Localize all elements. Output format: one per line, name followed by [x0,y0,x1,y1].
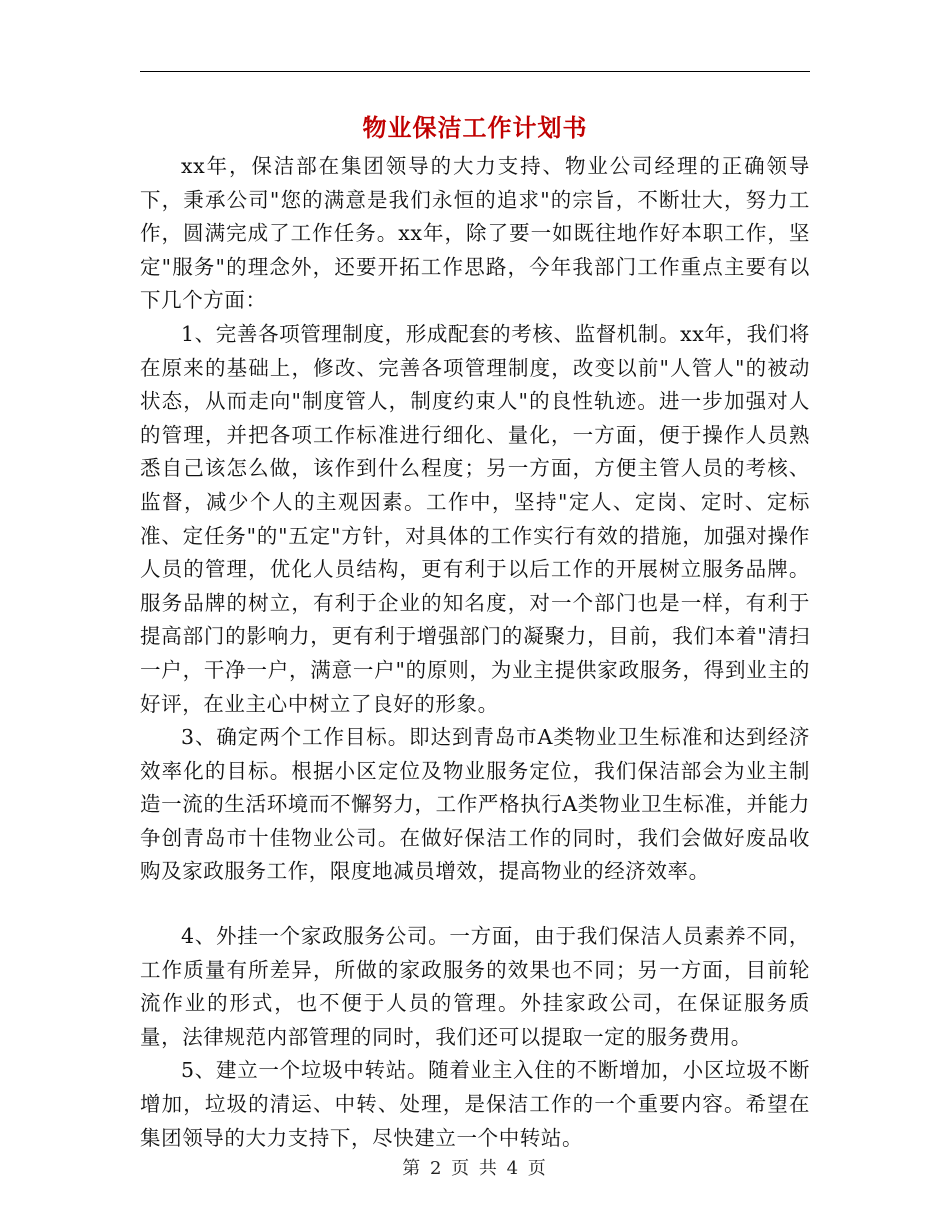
document-title: 物业保洁工作计划书 [362,113,588,142]
paragraph-item-5: 5、建立一个垃圾中转站。随着业主入住的不断增加，小区垃圾不断增加，垃圾的清运、中转、处理，是保洁工作的一个重要内容。希望在集团领导的大力支持下，尽快建立一个中转站。 [140,1058,810,1150]
header-rule [140,71,810,72]
page-number-footer: 第 2 页 共 4 页 [402,1158,548,1179]
paragraph-item-3: 3、确定两个工作目标。即达到青岛市A类物业卫生标准和达到经济效率化的目标。根据小区定位及物业服务定位，我们保洁部会为业主制造一流的生活环境而不懈努力，工作严格执行A类物业卫生标准，并能力争创青岛市十佳物业公司。在做好保洁工作的同时，我们会做好废品收购及家政服务工作，限度地减员增效，提高物业的经济效率。 [140,725,810,884]
paragraph-item-4: 4、外挂一个家政服务公司。一方面，由于我们保洁人员素养不同，工作质量有所差异，所做的家政服务的效果也不同；另一方面，目前轮流作业的形式，也不便于人员的管理。外挂家政公司，在保证服务质量，法律规范内部管理的同时，我们还可以提取一定的服务费用。 [140,924,810,1049]
document-body [140,150,810,1155]
paragraph-item-1: 1、完善各项管理制度，形成配套的考核、监督机制。xx年，我们将在原来的基础上，修改、完善各项管理制度，改变以前"人管人"的被动状态，从而走向"制度管人，制度约束人"的良性轨迹。进一步加强对人的管理，并把各项工作标准进行细化、量化，一方面，便于操作人员熟悉自己该怎么做，该作到什么程度；另一方面，方便主管人员的考核、监督，减少个人的主观因素。工作中，坚持"定人、定岗、定时、定标准、定任务"的"五定"方针，对具体的工作实行有效的措施，加强对操作人员的管理，优化人员结构，更有利于以后工作的开展树立服务品牌。服务品牌的树立，有利于企业的知名度，对一个部门也是一样，有利于提高部门的影响力，更有利于增强部门的凝聚力，目前，我们本着"清扫一户，干净一户，满意一户"的原则，为业主提供家政服务，得到业主的好评，在业主心中树立了良好的形象。 [140,321,810,716]
paragraph-intro: xx年，保洁部在集团领导的大力支持、物业公司经理的正确领导下，秉承公司"您的满意是我们永恒的追求"的宗旨，不断壮大，努力工作，圆满完成了工作任务。xx年，除了要一如既往地作好本职工作，坚定"服务"的理念外，还要开拓工作思路，今年我部门工作重点主要有以下几个方面： [140,154,810,313]
